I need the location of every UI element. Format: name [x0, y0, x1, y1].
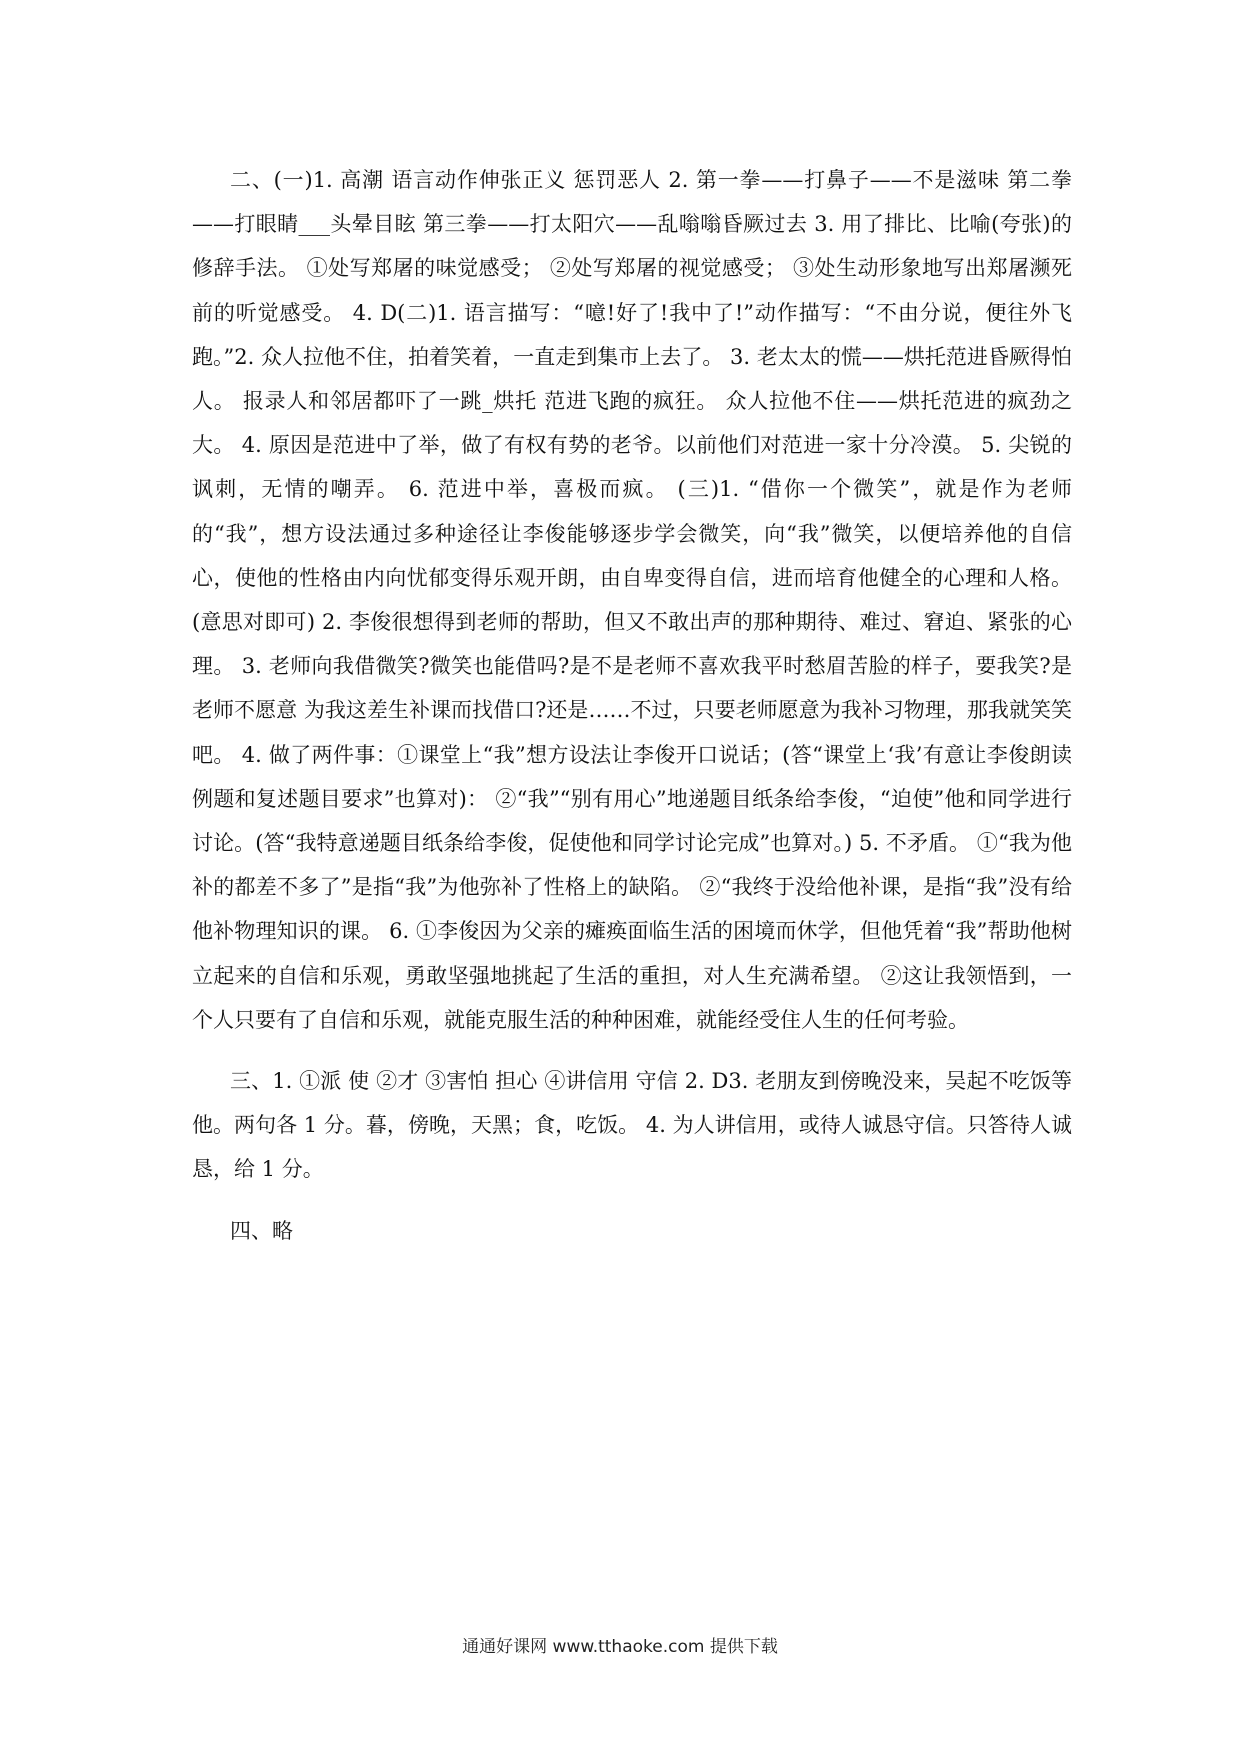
- answer-section-four: 四、略: [230, 1218, 293, 1243]
- answer-section-two: 二、(一)1. 高潮 语言动作伸张正义 惩罚恶人 2. 第一拳——打鼻子——不是滋味 第二拳——打眼睛___头晕目眩 第三拳——打太阳穴——乱嗡嗡昏厥过去 3. 用了排比、比喻(夸张)的修辞手法。 ①处写郑屠的味觉感受； ②处写郑屠的视觉感受； ③处生动形象地写出郑屠濒死前的听觉感受。 4. D(二)1. 语言描写：“噫!好了!我中了!”动作描写：“不由分说，便往外飞跑。”2. 众人拉他不住，拍着笑着，一直走到集市上去了。 3. 老太太的慌——烘托范进昏厥得怕人。 报录人和邻居都吓了一跳_烘托 范进飞跑的疯狂。 众人拉他不住——烘托范进的疯劲之大。 4. 原因是范进中了举，做了有权有势的老爷。以前他们对范进一家十分冷漠。 5. 尖锐的讽刺，无情的嘲弄。 6. 范进中举，喜极而疯。 (三)1. “借你一个微笑”，就是作为老师的“我”，想方设法通过多种途径让李俊能够逐步学会微笑，向“我”微笑，以便培养他的自信心，使他的性格由内向忧郁变得乐观开朗，由自卑变得自信，进而培育他健全的心理和人格。(意思对即可) 2. 李俊很想得到老师的帮助，但又不敢出声的那种期待、难过、窘迫、紧张的心理。 3. 老师向我借微笑?微笑也能借吗?是不是老师不喜欢我平时愁眉苦脸的样子，要我笑?是老师不愿意 为我这差生补课而找借口?还是……不过，只要老师愿意为我补习物理，那我就笑笑吧。 4. 做了两件事：①课堂上“我”想方设法让李俊开口说话；(答“课堂上‘我’有意让李俊朗读例题和复述题目要求”也算对)： ②“我”“别有用心”地递题目纸条给李俊，“迫使”他和同学进行讨论。(答“我特意递题目纸条给李俊，促使他和同学讨论完成”也算对。) 5. 不矛盾。 ①“我为他补的都差不多了”是指“我”为他弥补了性格上的缺陷。 ②“我终于没给他补课，是指“我”没有给他补物理知识的课。 6. ①李俊因为父亲的瘫痪面临生活的困境而休学，但他凭着“我”帮助他树立起来的自信和乐观，勇敢坚强地挑起了生活的重担，对人生充满希望。 ②这让我领悟到，一个人只要有了自信和乐观，就能克服生活的种种困难，就能经受住人生的任何考验。: [192, 168, 1072, 1032]
- answer-section-three: 三、1. ①派 使 ②才 ③害怕 担心 ④讲信用 守信 2. D3. 老朋友到傍晚没来，吴起不吃饭等他。两句各 1 分。暮，傍晚，天黑；食，吃饭。 4. 为人讲信用，或待人诚恳守信。只答待人诚恳，给 1 分。: [192, 1069, 1072, 1182]
- page-footer: 通通好课网 www.tthaoke.com 提供下载: [462, 1637, 778, 1657]
- answer-key: [192, 158, 1072, 1253]
